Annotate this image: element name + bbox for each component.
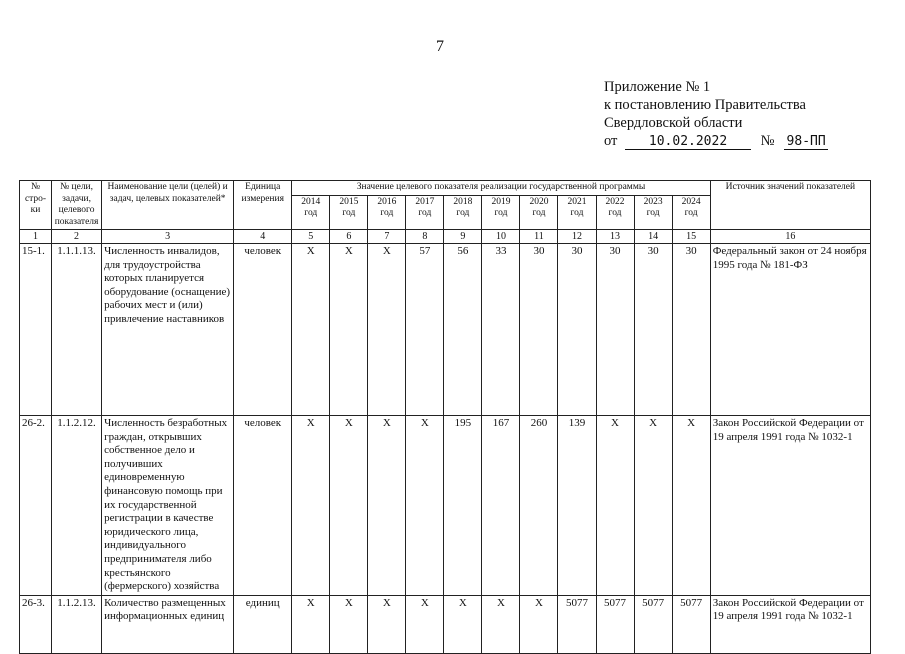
column-number: 10: [482, 230, 520, 244]
value-cell: X: [672, 416, 710, 596]
column-number: 7: [368, 230, 406, 244]
column-number: 4: [234, 230, 292, 244]
unit: человек: [234, 416, 292, 596]
column-number: 1: [20, 230, 52, 244]
header-unit: Единица измерения: [234, 181, 292, 230]
value-cell: 30: [672, 244, 710, 416]
row-number: 15-1.: [20, 244, 52, 416]
value-cell: 5077: [596, 595, 634, 653]
value-cell: X: [406, 416, 444, 596]
column-number: 2: [52, 230, 102, 244]
column-number: 14: [634, 230, 672, 244]
value-cell: 30: [596, 244, 634, 416]
value-cell: X: [292, 595, 330, 653]
indicator-name: Количество размещенных информационных единиц: [102, 595, 234, 653]
header-goal-number: № цели, задачи, целевого показателя: [52, 181, 102, 230]
value-cell: 5077: [672, 595, 710, 653]
appendix-subtitle-2: Свердловской области: [604, 115, 743, 131]
value-cell: 30: [558, 244, 596, 416]
header-values-group: Значение целевого показателя реализации государственной программы: [292, 181, 710, 196]
value-cell: X: [368, 244, 406, 416]
value-cell: X: [634, 416, 672, 596]
column-number: 9: [444, 230, 482, 244]
header-year: 2021 год: [558, 195, 596, 230]
header-source: Источник значений показателей: [710, 181, 870, 230]
table-row: [20, 244, 871, 416]
value-cell: 57: [406, 244, 444, 416]
value-cell: 30: [634, 244, 672, 416]
appendix-title: Приложение № 1: [604, 79, 711, 95]
unit: человек: [234, 244, 292, 416]
value-cell: 56: [444, 244, 482, 416]
table-row: [20, 416, 871, 596]
goal-number: 1.1.2.12.: [52, 416, 102, 596]
value-cell: X: [444, 595, 482, 653]
header-year: 2016 год: [368, 195, 406, 230]
source-cell: Закон Российской Федерации от 19 апреля 1991 года № 1032-1: [710, 416, 870, 596]
column-number: 6: [330, 230, 368, 244]
goal-number: 1.1.2.13.: [52, 595, 102, 653]
header-year: 2023 год: [634, 195, 672, 230]
header-year: 2019 год: [482, 195, 520, 230]
column-number: 8: [406, 230, 444, 244]
column-number: 11: [520, 230, 558, 244]
header-year: 2014 год: [292, 195, 330, 230]
number-label: №: [760, 133, 775, 149]
indicator-name: Численность безработных граждан, открывших собственное дело и получивших единовременную финансовую помощь при их государственной регистрации в качестве юридического лица, индивидуального предпринимателя либо крестьянского (фермерского) хозяйства: [102, 416, 234, 596]
appendix-header: [604, 78, 828, 150]
source-cell: Федеральный закон от 24 ноября 1995 года № 181-ФЗ: [710, 244, 870, 416]
page-number: 7: [436, 38, 444, 55]
value-cell: 30: [520, 244, 558, 416]
value-cell: 139: [558, 416, 596, 596]
source-cell: Закон Российской Федерации от 19 апреля 1991 года № 1032-1: [710, 595, 870, 653]
value-cell: 260: [520, 416, 558, 596]
value-cell: X: [520, 595, 558, 653]
value-cell: X: [482, 595, 520, 653]
value-cell: X: [292, 416, 330, 596]
value-cell: X: [330, 244, 368, 416]
value-cell: 5077: [634, 595, 672, 653]
goal-number: 1.1.1.13.: [52, 244, 102, 416]
value-cell: X: [368, 416, 406, 596]
value-cell: X: [330, 416, 368, 596]
unit: единиц: [234, 595, 292, 653]
header-year: 2020 год: [520, 195, 558, 230]
column-number: 12: [558, 230, 596, 244]
value-cell: 167: [482, 416, 520, 596]
header-year: 2024 год: [672, 195, 710, 230]
header-row-number: № стро- ки: [20, 181, 52, 230]
value-cell: X: [406, 595, 444, 653]
value-cell: X: [330, 595, 368, 653]
column-number: 3: [102, 230, 234, 244]
column-number: 16: [710, 230, 870, 244]
value-cell: X: [292, 244, 330, 416]
header-name: Наименование цели (целей) и задач, целевых показателей*: [102, 181, 234, 230]
indicators-table: [19, 180, 871, 654]
column-number: 5: [292, 230, 330, 244]
resolution-number: 98-ПП: [784, 134, 828, 150]
value-cell: X: [596, 416, 634, 596]
column-number-row: [20, 230, 871, 244]
column-number: 13: [596, 230, 634, 244]
resolution-date: 10.02.2022: [625, 134, 751, 150]
row-number: 26-2.: [20, 416, 52, 596]
appendix-date-line: [604, 132, 828, 150]
column-number: 15: [672, 230, 710, 244]
header-year: 2015 год: [330, 195, 368, 230]
appendix-subtitle-1: к постановлению Правительства: [604, 97, 806, 113]
header-year: 2018 год: [444, 195, 482, 230]
header-year: 2022 год: [596, 195, 634, 230]
row-number: 26-3.: [20, 595, 52, 653]
from-label: от: [604, 133, 618, 149]
value-cell: X: [368, 595, 406, 653]
indicator-name: Численность инвалидов, для трудоустройства которых планируется оборудование (оснащение) рабочих мест и (или) привлечение наставников: [102, 244, 234, 416]
header-year: 2017 год: [406, 195, 444, 230]
value-cell: 195: [444, 416, 482, 596]
value-cell: 5077: [558, 595, 596, 653]
table-row: [20, 595, 871, 653]
value-cell: 33: [482, 244, 520, 416]
